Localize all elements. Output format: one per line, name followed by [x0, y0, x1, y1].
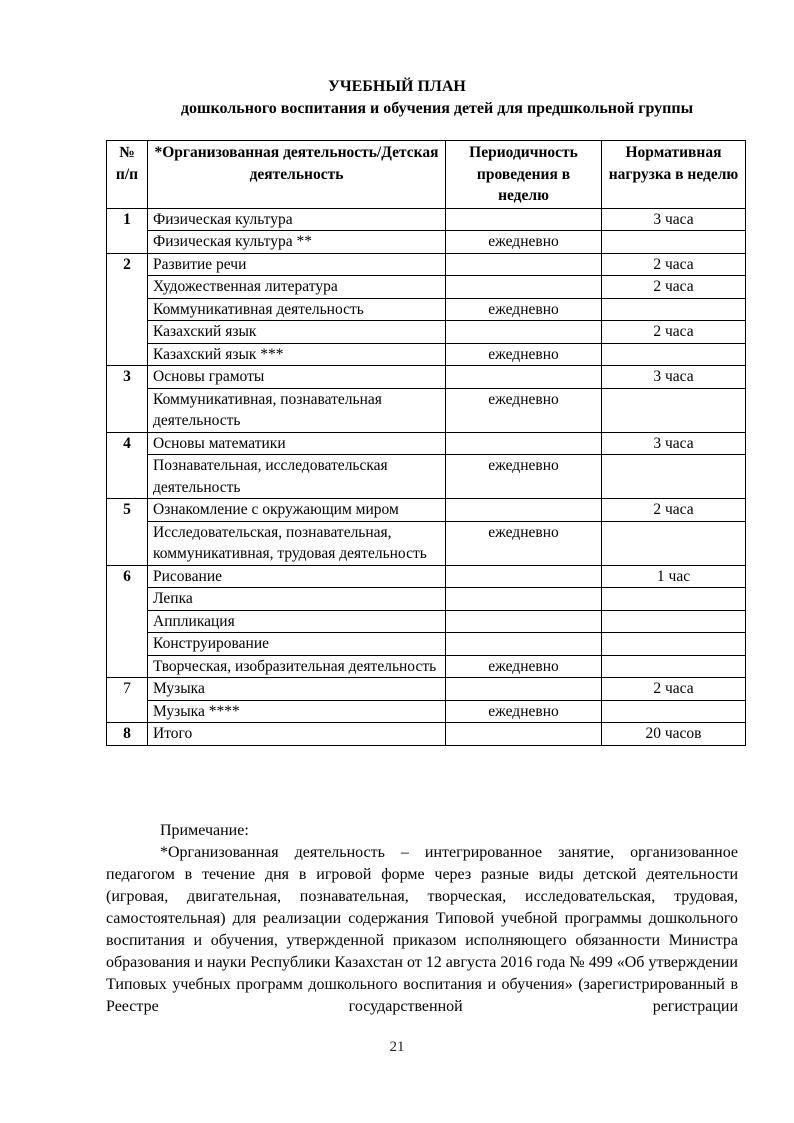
activity-cell: Аппликация: [148, 610, 446, 633]
load-cell: [602, 455, 746, 499]
table-row: [107, 521, 746, 565]
activity-cell: Физическая культура **: [148, 231, 446, 254]
table-row: [107, 231, 746, 254]
load-cell: 2 часа: [602, 321, 746, 344]
table-row: [107, 565, 746, 588]
load-cell: 2 часа: [602, 276, 746, 299]
periodicity-cell: [446, 276, 602, 299]
periodicity-cell: [446, 610, 602, 633]
periodicity-cell: ежедневно: [446, 700, 602, 723]
load-cell: [602, 610, 746, 633]
periodicity-cell: [446, 678, 602, 701]
activity-cell: Конструирование: [148, 633, 446, 656]
table-row: [107, 208, 746, 231]
activity-cell: Развитие речи: [148, 253, 446, 276]
total-label: Итого: [148, 723, 446, 746]
notes-paragraph: *Организованная деятельность – интегрированное занятие, организованное педагогом в течение дня в игровой форме через разные виды детской деятельности (игровая, двигательная, познавательная, творческая, исследовательская, трудовая, самостоятельная) для реализации содержания Типовой учебной программы дошкольного воспитания и обучения, утвержденной приказом исполняющего обязанности Министра образования и науки Республики Казахстан от 12 августа 2016 года № 499 «Об утверждении Типовых учебных программ дошкольного воспитания и обучения» (зарегистрированный в Реестре государственной регистрации: [106, 844, 738, 1015]
header-activity: *Организованная деятельность/Детская деятельность: [148, 141, 446, 209]
periodicity-cell: ежедневно: [446, 388, 602, 432]
load-cell: [602, 700, 746, 723]
periodicity-cell: ежедневно: [446, 298, 602, 321]
header-load: Нормативная нагрузка в неделю: [602, 141, 746, 209]
activity-cell: Казахский язык: [148, 321, 446, 344]
load-cell: [602, 588, 746, 611]
load-cell: [602, 343, 746, 366]
load-cell: [602, 298, 746, 321]
table-row: [107, 588, 746, 611]
table-row: [107, 388, 746, 432]
periodicity-cell: ежедневно: [446, 343, 602, 366]
periodicity-cell: [446, 366, 602, 389]
load-cell: 2 часа: [602, 253, 746, 276]
row-number: 3: [107, 366, 148, 433]
page-number: 21: [389, 1039, 405, 1055]
header-periodicity: Периодичность проведения в неделю: [446, 141, 602, 209]
table-row-total: [107, 723, 746, 746]
load-cell: [602, 633, 746, 656]
activity-cell: Музыка: [148, 678, 446, 701]
table-row: [107, 633, 746, 656]
document-subtitle: дошкольного воспитания и обучения детей для предшкольной группы: [180, 100, 694, 117]
load-cell: 2 часа: [602, 499, 746, 522]
activity-cell: Физическая культура: [148, 208, 446, 231]
row-number: 8: [107, 723, 148, 746]
periodicity-cell: ежедневно: [446, 655, 602, 678]
load-cell: [602, 231, 746, 254]
activity-cell: Исследовательская, познавательная, коммуникативная, трудовая деятельность: [148, 521, 446, 565]
periodicity-cell: [446, 565, 602, 588]
table-row: [107, 321, 746, 344]
activity-cell: Рисование: [148, 565, 446, 588]
row-number: 6: [107, 565, 148, 678]
load-cell: 2 часа: [602, 678, 746, 701]
document-title: УЧЕБНЫЙ ПЛАН: [328, 78, 466, 95]
periodicity-cell: [446, 208, 602, 231]
notes-heading: Примечание:: [160, 822, 249, 839]
notes-section: [106, 820, 738, 1018]
load-cell: 3 часа: [602, 366, 746, 389]
periodicity-cell: [446, 253, 602, 276]
table-row: [107, 610, 746, 633]
periodicity-cell: [446, 432, 602, 455]
table-row: [107, 455, 746, 499]
periodicity-cell: [446, 723, 602, 746]
row-number: 5: [107, 499, 148, 566]
table-header-row: [107, 141, 746, 209]
load-cell: [602, 521, 746, 565]
activity-cell: Творческая, изобразительная деятельность: [148, 655, 446, 678]
activity-cell: Коммуникативная деятельность: [148, 298, 446, 321]
total-load: 20 часов: [602, 723, 746, 746]
load-cell: [602, 655, 746, 678]
activity-cell: Коммуникативная, познавательная деятельность: [148, 388, 446, 432]
table-row: [107, 432, 746, 455]
activity-cell: Познавательная, исследовательская деятельность: [148, 455, 446, 499]
activity-cell: Основы грамоты: [148, 366, 446, 389]
periodicity-cell: ежедневно: [446, 455, 602, 499]
table-row: [107, 499, 746, 522]
table-row: [107, 343, 746, 366]
row-number: 4: [107, 432, 148, 499]
load-cell: 1 час: [602, 565, 746, 588]
table-row: [107, 298, 746, 321]
row-number: 1: [107, 208, 148, 253]
activity-cell: Художественная литература: [148, 276, 446, 299]
table-row: [107, 678, 746, 701]
table-row: [107, 655, 746, 678]
load-cell: 3 часа: [602, 208, 746, 231]
activity-cell: Казахский язык ***: [148, 343, 446, 366]
periodicity-cell: ежедневно: [446, 231, 602, 254]
row-number: 7: [107, 678, 148, 723]
table-row: [107, 366, 746, 389]
periodicity-cell: [446, 588, 602, 611]
activity-cell: Основы математики: [148, 432, 446, 455]
load-cell: [602, 388, 746, 432]
header-number: № п/п: [107, 141, 148, 209]
table-row: [107, 276, 746, 299]
activity-cell: Лепка: [148, 588, 446, 611]
activity-cell: Ознакомление с окружающим миром: [148, 499, 446, 522]
activity-cell: Музыка ****: [148, 700, 446, 723]
periodicity-cell: [446, 499, 602, 522]
table-row: [107, 253, 746, 276]
row-number: 2: [107, 253, 148, 366]
load-cell: 3 часа: [602, 432, 746, 455]
periodicity-cell: [446, 633, 602, 656]
table-row: [107, 700, 746, 723]
curriculum-table: [106, 140, 746, 746]
periodicity-cell: [446, 321, 602, 344]
periodicity-cell: ежедневно: [446, 521, 602, 565]
